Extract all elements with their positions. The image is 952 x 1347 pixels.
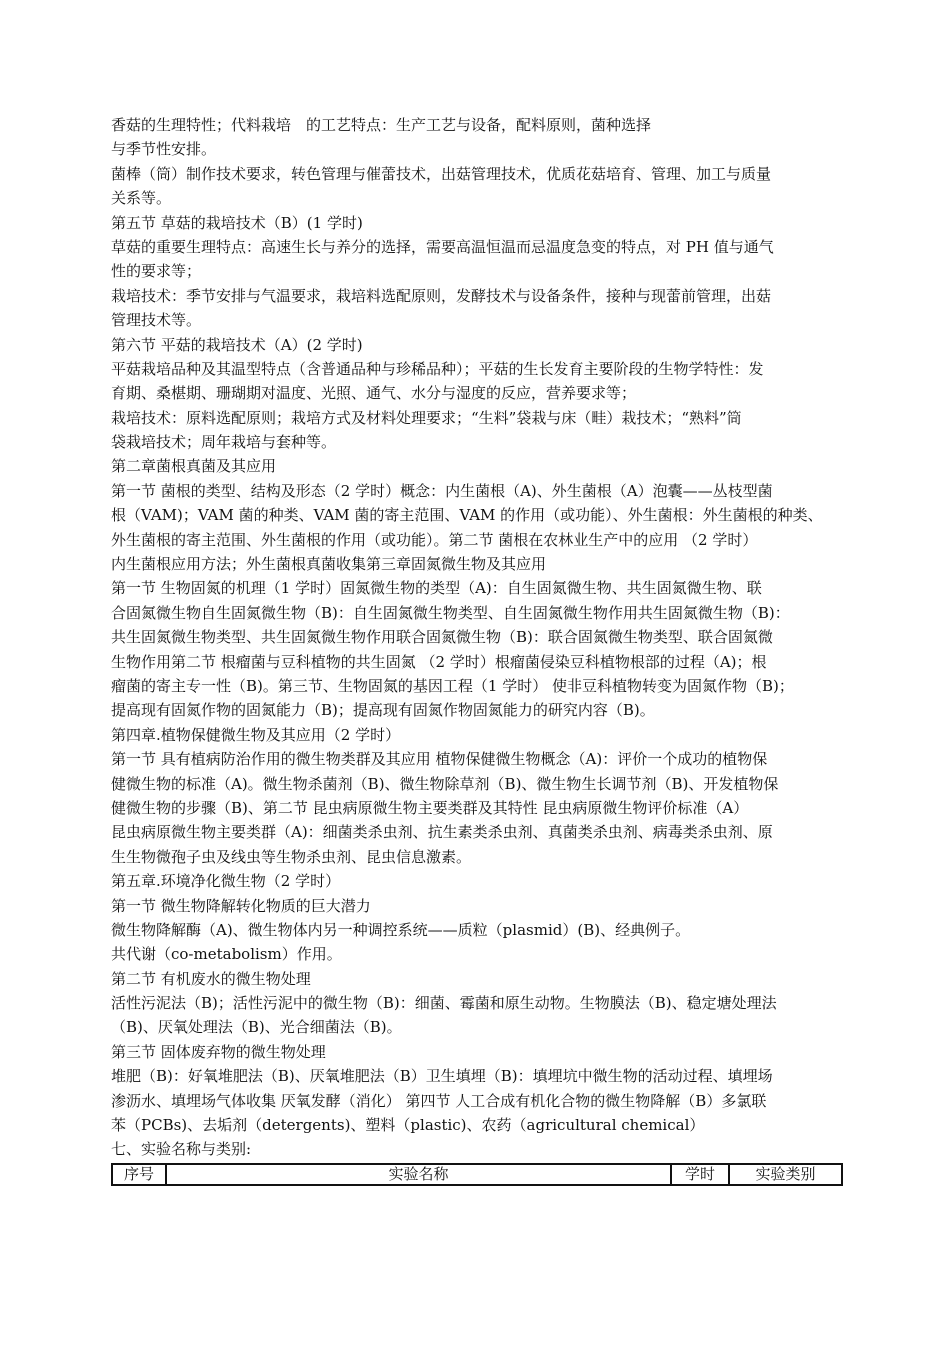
text-line: 第一节 菌根的类型、结构及形态（2 学时）概念：内生菌根（A)、外生菌根（A）泡囊——丛枝型菌 bbox=[111, 481, 773, 500]
text-line: 内生菌根应用方法；外生菌根真菌收集第三章固氮微生物及其应用 bbox=[111, 555, 547, 574]
text-line: 管理技术等。 bbox=[111, 311, 202, 330]
experiment-table bbox=[111, 1163, 843, 1186]
text-line: 栽培技术：季节安排与气温要求，栽培料选配原则，发酵技术与设备条件，接种与现蕾前管理，出菇 bbox=[111, 286, 772, 305]
text-line: 昆虫病原微生物主要类群（A)：细菌类杀虫剂、抗生素类杀虫剂、真菌类杀虫剂、病毒类杀虫剂、原 bbox=[111, 823, 773, 842]
text-line: 七、实验名称与类别: bbox=[111, 1140, 252, 1159]
text-line: 生生物微孢子虫及线虫等生物杀虫剂、昆虫信息激素。 bbox=[111, 847, 472, 866]
text-line: 香菇的生理特性；代料栽培 的工艺特点：生产工艺与设备，配料原则，菌种选择 bbox=[111, 116, 652, 134]
text-line: 平菇栽培品种及其温型特点（含普通品种与珍稀品种）；平菇的生长发育主要阶段的生物学特性：发 bbox=[111, 359, 764, 378]
text-line: 根（VAM)；VAM 菌的种类、VAM 菌的寄主范围、VAM 的作用（或功能）、外生菌根：外生菌根的种类、 bbox=[111, 506, 823, 525]
text-line: 堆肥（B)：好氧堆肥法（B)、厌氧堆肥法（B）卫生填埋（B)：填埋坑中微生物的活动过程、填埋场 bbox=[111, 1067, 773, 1086]
text-line: 提高现有固氮作物的固氮能力（B)；提高现有固氮作物固氮能力的研究内容（B)。 bbox=[111, 701, 655, 720]
text-line: 合固氮微生物自生固氮微生物（B)：自生固氮微生物类型、自生固氮微生物作用共生固氮微生物（B)： bbox=[111, 603, 790, 622]
text-line: 第二节 有机废水的微生物处理 bbox=[111, 969, 311, 988]
text-line: 第六节 平菇的栽培技术（A）(2 学时) bbox=[111, 335, 363, 354]
text-line: 性的要求等； bbox=[111, 262, 202, 281]
text-line: 与季节性安排。 bbox=[111, 140, 217, 159]
text-line: 第一节 生物固氮的机理（1 学时）固氮微生物的类型（A)：自生固氮微生物、共生固氮微生物、联 bbox=[111, 579, 762, 598]
header-experiment-name: 实验名称 bbox=[166, 1164, 671, 1185]
text-line: 第五节 草菇的栽培技术（B）(1 学时) bbox=[111, 213, 363, 232]
text-line: 外生菌根的寄主范围、外生菌根的作用（或功能）。第二节 菌根在农林业生产中的应用 （2 学时） bbox=[111, 530, 758, 549]
header-hours: 学时 bbox=[671, 1164, 729, 1185]
text-line: 共代谢（co-metabolism）作用。 bbox=[111, 945, 342, 964]
text-line: 菌棒（筒）制作技术要求，转色管理与催蕾技术，出菇管理技术，优质花菇培育、管理、加工与质量 bbox=[111, 164, 772, 183]
text-line: 关系等。 bbox=[111, 189, 172, 208]
text-line: 育期、桑椹期、珊瑚期对温度、光照、通气、水分与湿度的反应，营养要求等； bbox=[111, 384, 637, 403]
text-line: （B)、厌氧处理法（B)、光合细菌法（B)。 bbox=[111, 1018, 402, 1037]
text-line: 健微生物的步骤（B)、第二节 昆虫病原微生物主要类群及其特性 昆虫病原微生物评价标准（A） bbox=[111, 798, 749, 817]
header-category: 实验类别 bbox=[729, 1164, 842, 1185]
text-line: 健微生物的标准（A)。微生物杀菌剂（B)、微生物除草剂（B)、微生物生长调节剂（B)、开发植物保 bbox=[111, 774, 779, 793]
document-body bbox=[111, 113, 846, 1162]
text-line: 袋栽培技术；周年栽培与套种等。 bbox=[111, 433, 337, 452]
text-line: 苯（PCBs)、去垢剂（detergents)、塑料（plastic)、农药（agricultural chemical） bbox=[111, 1116, 705, 1135]
text-line: 第五章.环境净化微生物（2 学时） bbox=[111, 872, 341, 891]
text-line: 第二章菌根真菌及其应用 bbox=[111, 457, 277, 476]
text-line: 第三节 固体废弃物的微生物处理 bbox=[111, 1042, 326, 1061]
text-line: 微生物降解酶（A)、微生物体内另一种调控系统——质粒（plasmid）(B)、经典例子。 bbox=[111, 920, 691, 939]
text-line: 第四章.植物保健微生物及其应用（2 学时） bbox=[111, 725, 401, 744]
text-line: 渗沥水、填埋场气体收集 厌氧发酵（消化） 第四节 人工合成有机化合物的微生物降解（B）多氯联 bbox=[111, 1091, 767, 1110]
text-line: 草菇的重要生理特点：高速生长与养分的选择，需要高温恒温而忌温度急变的特点，对 PH 值与通气 bbox=[111, 237, 774, 256]
document-page bbox=[111, 113, 846, 1186]
text-line: 第一节 具有植病防治作用的微生物类群及其应用 植物保健微生物概念（A)：评价一个成功的植物保 bbox=[111, 750, 768, 769]
text-line: 瘤菌的寄主专一性（B)。第三节、生物固氮的基因工程（1 学时） 使非豆科植物转变为固氮作物（B)； bbox=[111, 676, 794, 695]
text-line: 第一节 微生物降解转化物质的巨大潜力 bbox=[111, 896, 371, 915]
text-line: 共生固氮微生物类型、共生固氮微生物作用联合固氮微生物（B)：联合固氮微生物类型、联合固氮微 bbox=[111, 628, 773, 647]
table-header-row bbox=[112, 1164, 842, 1185]
text-line: 栽培技术：原料选配原则；栽培方式及材料处理要求；“生料”袋栽与床（畦）栽技术；“熟料”筒 bbox=[111, 408, 742, 427]
text-line: 生物作用第二节 根瘤菌与豆科植物的共生固氮 （2 学时）根瘤菌侵染豆科植物根部的过程（A)；根 bbox=[111, 652, 767, 671]
header-index: 序号 bbox=[112, 1164, 166, 1185]
text-line: 活性污泥法（B)；活性污泥中的微生物（B)：细菌、霉菌和原生动物。生物膜法（B)、稳定塘处理法 bbox=[111, 994, 777, 1013]
